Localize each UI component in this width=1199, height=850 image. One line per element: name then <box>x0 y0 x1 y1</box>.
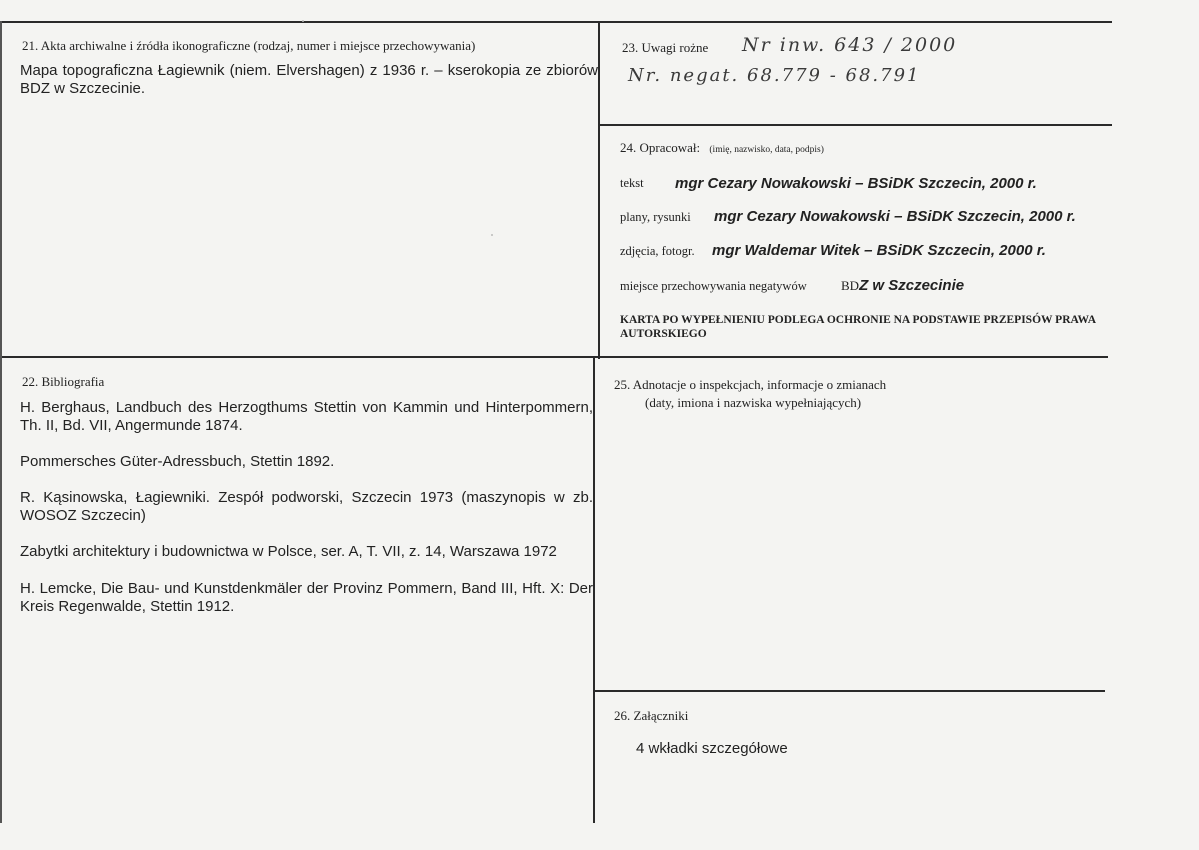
scan-speck <box>302 20 304 22</box>
handwritten-inventory-number: Nr inw. 643 / 2000 <box>742 34 958 56</box>
negatives-storage-prefix: BD <box>841 278 860 293</box>
author-photos-value: mgr Waldemar Witek – BSiDK Szczecin, 2000 r. <box>712 242 1046 259</box>
section-24-label: 24. Opracował: <box>620 140 701 155</box>
bibliography-entry: Zabytki architektury i budownictwa w Polsce, ser. A, T. VII, z. 14, Warszawa 1972 <box>20 543 557 560</box>
author-text-value: mgr Cezary Nowakowski – BSiDK Szczecin, 2000 r. <box>675 175 1037 192</box>
section-26-title: 26. Załączniki <box>614 708 689 723</box>
section-22-title: 22. Bibliografia <box>22 374 105 389</box>
center-divider <box>598 21 600 359</box>
negatives-storage-value <box>841 277 964 295</box>
section-23-title: 23. Uwagi rożne <box>622 40 709 55</box>
bibliography-entry: H. Berghaus, Landbuch des Herzogthums Stettin von Kammin und Hinterpommern, Th. II, Bd. VII, Angermunde 1874. <box>20 399 593 434</box>
bibliography-entry: H. Lemcke, Die Bau- und Kunstdenkmäler der Provinz Pommern, Band III, Hft. X: Der Kreis Regenwalde, Stettin 1912. <box>20 580 593 615</box>
copyright-notice: KARTA PO WYPEŁNIENIU PODLEGA OCHRONIE NA PODSTAWIE PRZEPISÓW PRAWA AUTORSKIEGO <box>620 314 1096 340</box>
author-photos-label: zdjęcia, fotogr. <box>620 244 695 258</box>
bibliography-entry: R. Kąsinowska, Łagiewniki. Zespół podworski, Szczecin 1973 (maszynopis w zb. WOSOZ Szczecin) <box>20 489 593 524</box>
right-divider-25-26 <box>595 690 1105 692</box>
section-21-title: 21. Akta archiwalne i źródła ikonograficzne (rodzaj, numer i miejsce przechowywania) <box>22 38 476 53</box>
negatives-storage-label: miejsce przechowywania negatywów <box>620 279 807 293</box>
author-plans-value: mgr Cezary Nowakowski – BSiDK Szczecin, 2000 r. <box>714 208 1076 225</box>
handwritten-negative-numbers: Nr. negat. 68.779 - 68.791 <box>628 65 921 86</box>
top-border <box>0 21 1112 23</box>
section-24-subtitle: (imię, nazwisko, data, podpis) <box>709 145 824 155</box>
author-plans-label: plany, rysunki <box>620 210 691 224</box>
section-25-subtitle: (daty, imiona i nazwiska wypełniających) <box>645 395 862 410</box>
section-21-text: Mapa topograficzna Łagiewnik (niem. Elvershagen) z 1936 r. – kserokopia ze zbiorów BDZ w Szczecinie. <box>20 62 598 97</box>
section-25-title: 25. Adnotacje o inspekcjach, informacje o zmianach <box>614 377 887 392</box>
attachments-text: 4 wkładki szczegółowe <box>636 740 788 757</box>
author-text-label: tekst <box>620 176 644 190</box>
left-edge <box>0 21 2 823</box>
center-divider-lower <box>593 358 595 823</box>
negatives-storage-place: Z w Szczecinie <box>859 277 965 294</box>
right-divider-23-24 <box>600 124 1112 126</box>
bibliography-entry: Pommersches Güter-Adressbuch, Stettin 1892. <box>20 453 335 470</box>
middle-divider <box>0 356 1108 358</box>
scan-speck <box>491 234 493 236</box>
section-24-title <box>620 140 824 156</box>
